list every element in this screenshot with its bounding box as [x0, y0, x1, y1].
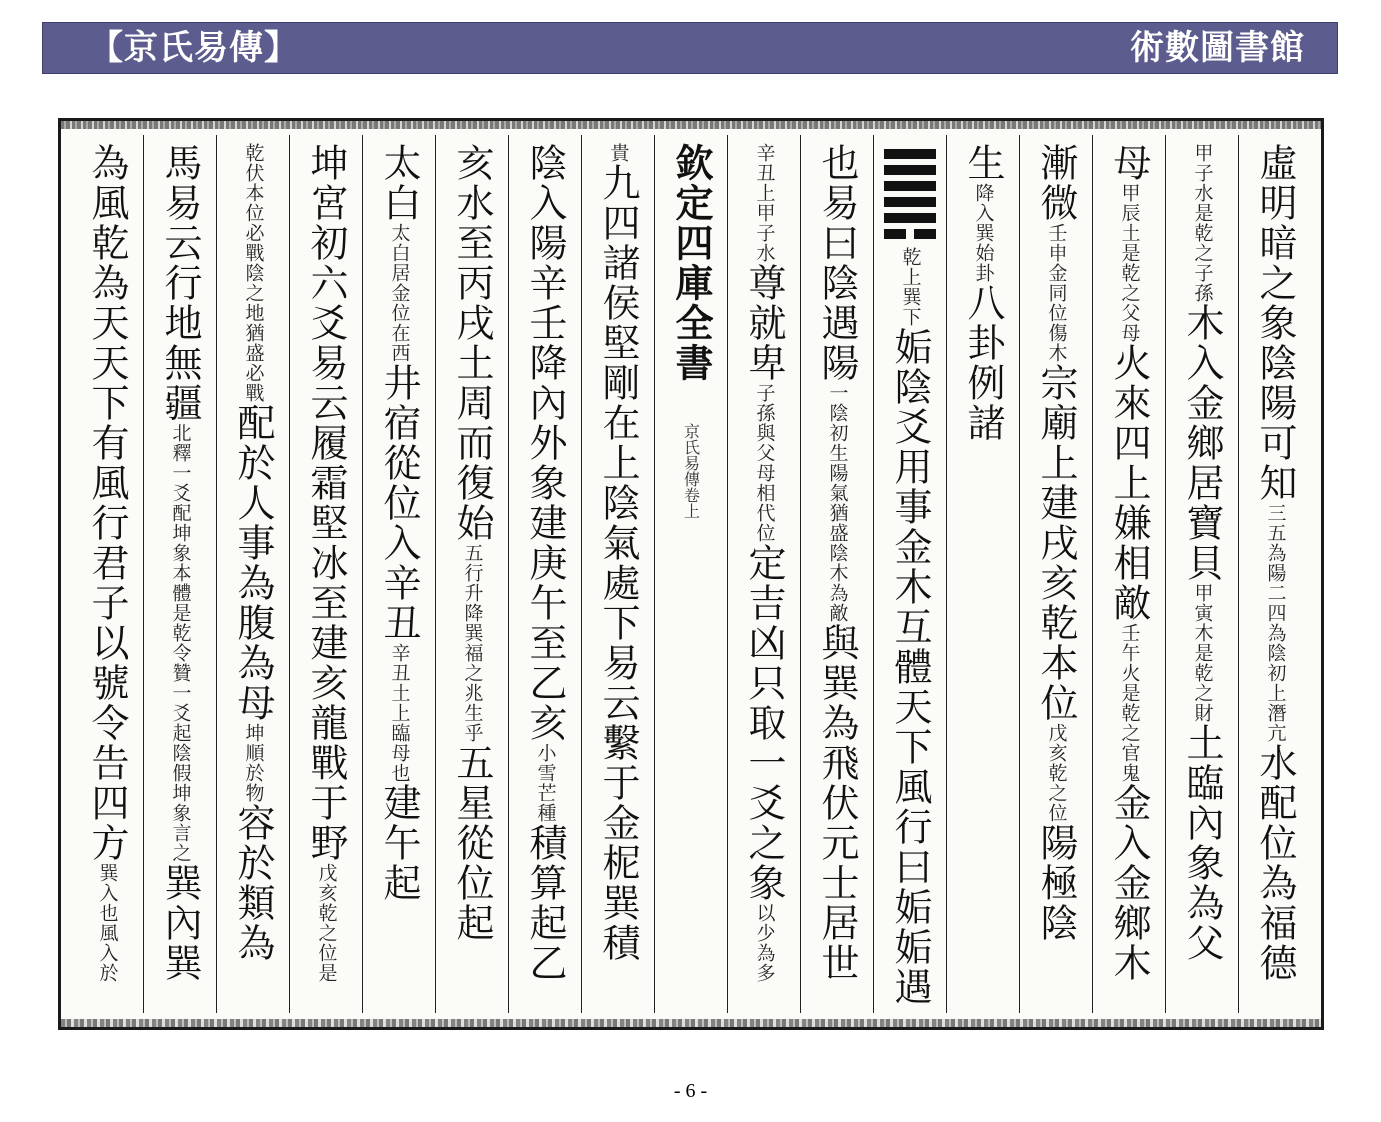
- column-main-text: 坤宮初六爻易云履霜堅冰至建亥龍戰于野: [304, 143, 348, 863]
- column-main-text: 姤陰爻用事金木互體天下風行曰姤姤遇: [888, 327, 932, 1007]
- column-note-text: 貴: [607, 143, 630, 163]
- page-number: - 6 -: [673, 1080, 708, 1102]
- text-column: [1019, 135, 1092, 1013]
- text-column: [216, 135, 289, 1013]
- column-note-text: 小雪芒種: [534, 743, 557, 823]
- column-main-text: 生: [961, 143, 1005, 183]
- column-note-text: 巽入也風入於: [96, 863, 119, 983]
- column-main-text: 金入金鄉木: [1107, 783, 1151, 983]
- fold-marginalia: 京氏易傳卷上: [681, 423, 701, 519]
- column-main-text: 虛明暗之象陰陽可知: [1253, 143, 1297, 503]
- column-note-text: 乾伏本位必戰陰之地猶盛必戰: [242, 143, 265, 403]
- text-column: [946, 135, 1019, 1013]
- page-header: [42, 22, 1338, 74]
- column-note-text: 壬午火是乾之官鬼: [1118, 623, 1141, 783]
- collection-title-column: [654, 135, 727, 1013]
- column-main-text: 井宿從位入辛丑: [377, 363, 421, 643]
- column-main-text: 定吉凶只取一爻之象: [742, 543, 786, 903]
- scanned-page-image: [58, 118, 1324, 1030]
- text-column: [435, 135, 508, 1013]
- text-column: [1092, 135, 1165, 1013]
- column-main-text: 建午起: [377, 783, 421, 903]
- text-column: [508, 135, 581, 1013]
- column-note-text: 辛丑土上臨母也: [388, 643, 411, 783]
- text-column: [71, 135, 143, 1013]
- column-main-text: 八卦例諸: [961, 283, 1005, 443]
- column-note-text: 戊亥乾之位是: [315, 863, 338, 983]
- text-column: [800, 135, 873, 1013]
- column-main-text: 配於人事為腹為母: [231, 403, 275, 723]
- column-main-text: 母: [1107, 143, 1151, 183]
- column-main-text: 九四諸侯堅剛在上陰氣處下易云繫于金柅巽積: [596, 163, 640, 963]
- column-main-text: 積算起乙: [523, 823, 567, 983]
- hexagram-column: [873, 135, 946, 1013]
- text-column: [362, 135, 435, 1013]
- column-note-text: 坤順於物: [242, 723, 265, 803]
- column-note-text: 子孫與父母相代位: [753, 383, 776, 543]
- column-main-text: 土臨內象為父: [1180, 723, 1224, 963]
- column-note-text: 北釋一爻配坤象本體是乾令贊一爻起陰假坤象言之: [169, 423, 192, 863]
- column-main-text: 陽極陰: [1034, 823, 1078, 943]
- column-main-text: 尊就卑: [742, 263, 786, 383]
- column-note-text: 五行升降巽福之兆生乎: [461, 543, 484, 743]
- text-columns: [71, 135, 1311, 1013]
- column-note-text: 甲子水是乾之子孫: [1191, 143, 1214, 303]
- column-main-text: 火來四上嫌相敵: [1107, 343, 1151, 623]
- text-column: [1165, 135, 1238, 1013]
- column-note-text: 三五為陽二四為陰初上潛亢: [1264, 503, 1287, 743]
- column-note-text: 甲辰土是乾之父母: [1118, 183, 1141, 343]
- column-main-text: 太白: [377, 143, 421, 223]
- column-main-text: 五星從位起: [450, 743, 494, 943]
- column-note-text: 壬申金同位傷木: [1045, 223, 1068, 363]
- column-main-text: 陰入陽辛壬降內外象建庚午至乙亥: [523, 143, 567, 743]
- column-main-text: 與巽為飛伏元士居世: [815, 623, 859, 983]
- column-note-text: 甲寅木是乾之財: [1191, 583, 1214, 723]
- column-note-text: 乾上巽下: [899, 247, 922, 327]
- column-main-text: 馬易云行地無疆: [158, 143, 202, 423]
- column-main-text: 漸微: [1034, 143, 1078, 223]
- book-title: 【京氏易傳】: [89, 28, 299, 68]
- column-main-text: 水配位為福德: [1253, 743, 1297, 983]
- collection-title: 欽定四庫全書: [669, 143, 714, 383]
- text-column: [581, 135, 654, 1013]
- column-note-text: 降入巽始卦: [972, 183, 995, 283]
- library-name: 術數圖書館: [1130, 28, 1305, 68]
- column-note-text: 太白居金位在西: [388, 223, 411, 363]
- column-note-text: 戊亥乾之位: [1045, 723, 1068, 823]
- column-note-text: 辛丑上甲子水: [753, 143, 776, 263]
- gou-hexagram-icon: [884, 149, 936, 239]
- column-main-text: 也易曰陰遇陽: [815, 143, 859, 383]
- text-column: [289, 135, 362, 1013]
- column-main-text: 亥水至丙戌土周而復始: [450, 143, 494, 543]
- column-note-text: 一陰初生陽氣猶盛陰木為敵: [826, 383, 849, 623]
- text-column: [1238, 135, 1311, 1013]
- column-note-text: 以少為多: [753, 903, 776, 983]
- text-column: [727, 135, 800, 1013]
- column-main-text: 木入金鄉居寶貝: [1180, 303, 1224, 583]
- column-main-text: 容於類為: [231, 803, 275, 963]
- column-main-text: 巽內巽: [158, 863, 202, 983]
- column-main-text: 為風乾為天天下有風行君子以號令告四方: [85, 143, 129, 863]
- column-main-text: 宗廟上建戌亥乾本位: [1034, 363, 1078, 723]
- text-column: [143, 135, 216, 1013]
